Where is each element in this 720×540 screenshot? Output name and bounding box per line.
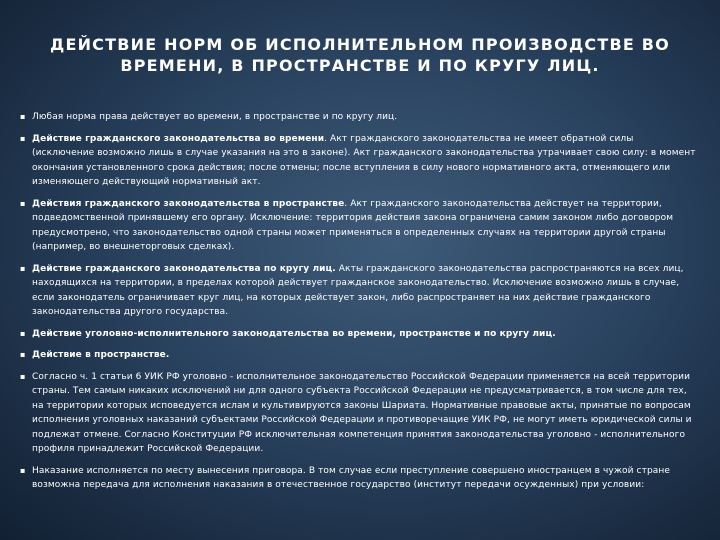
bullet-text: Любая норма права действует во времени, в пространстве и по кругу лиц. xyxy=(32,112,398,122)
bullet-icon: ▪ xyxy=(20,133,26,143)
list-item xyxy=(20,370,698,457)
bullet-text: Акты гражданского законодательства распространяются на всех лиц, находящихся на территории, в пределах которой действует гражданское законодательство. Исключение возможно лишь в случае, если законодатель ограничивает круг лиц, на которых действует закон, либо распространяет на них действие гражданского законодательства другого государства. xyxy=(32,263,684,317)
bullet-text: . Акт гражданского законодательства не имеет обратной силы (исключение возможно лишь в случае указания на это в законе). Акт гражданского законодательства утрачивает свою силу: в момент окончания установленного срока действия; после отмены; после вступления в силу нового нормативного акта, отменяющего или изменяющего действующий нормативный акт. xyxy=(32,133,696,187)
page-title: ДЕЙСТВИЕ НОРМ ОБ ИСПОЛНИТЕЛЬНОМ ПРОИЗВОДСТВЕ ВО ВРЕМЕНИ, В ПРОСТРАНСТВЕ И ПО КРУГУ ЛИЦ. xyxy=(50,35,670,75)
list-item xyxy=(20,197,698,255)
bullet-text: . Акт гражданского законодательства действует на территории, подведомственной принявшему его органу. Исключение: территория действия закона ограничена самим законом либо договором предусмотрено, что законодательство одной страны может применяться в определенных случаях на территории другой страны (например, во внешнеторговых сделках). xyxy=(32,198,674,252)
list-item xyxy=(20,327,698,342)
bullet-bold-text: Действие гражданского законодательства во времени xyxy=(32,133,325,144)
bullet-bold-text: Действие гражданского законодательства по кругу лиц. xyxy=(32,263,336,274)
bullet-bold-text: Действие уголовно-исполнительного законодательства во времени, пространстве и по кругу лиц. xyxy=(32,328,556,339)
bullet-list xyxy=(20,110,698,500)
bullet-bold-text: Действия гражданского законодательства в пространстве xyxy=(32,198,345,209)
bullet-icon: ▪ xyxy=(20,328,26,338)
list-item xyxy=(20,132,698,190)
list-item xyxy=(20,348,698,363)
bullet-icon: ▪ xyxy=(20,198,26,208)
list-item xyxy=(20,464,698,493)
bullet-icon: ▪ xyxy=(20,263,26,273)
bullet-icon: ▪ xyxy=(20,350,26,359)
bullet-bold-text: Действие в пространстве. xyxy=(32,350,170,360)
bullet-text: Наказание исполняется по месту вынесения приговора. В том случае если преступление совершено иностранцем в чужой стране возможна передача для исполнения наказания в отечественное государство (институт передачи осужденных) при условии: xyxy=(32,465,670,490)
bullet-icon: ▪ xyxy=(20,465,26,475)
bullet-icon: ▪ xyxy=(20,371,26,381)
bullet-text: Согласно ч. 1 статьи 6 УИК РФ уголовно - исполнительное законодательство Российской Федерации применяется на всей территории страны. Тем самым никаких исключений ни для одного субъекта Российской Федерации не предусматривается, в том числе для тех, на территории которых исповедуется ислам и культивируются законы Шариата. Нормативные правовые акты, принятые по вопросам исполнения уголовных наказаний субъектами Российской Федерации и противоречащие УИК РФ, не могут иметь юридической силы и подлежат отмене. Согласно Конституции РФ исключительная компетенция принятия законодательства уголовно - исполнительного профиля принадлежит Российской Федерации. xyxy=(32,371,692,454)
list-item xyxy=(20,262,698,320)
bullet-icon: ▪ xyxy=(20,112,26,121)
list-item xyxy=(20,110,698,125)
